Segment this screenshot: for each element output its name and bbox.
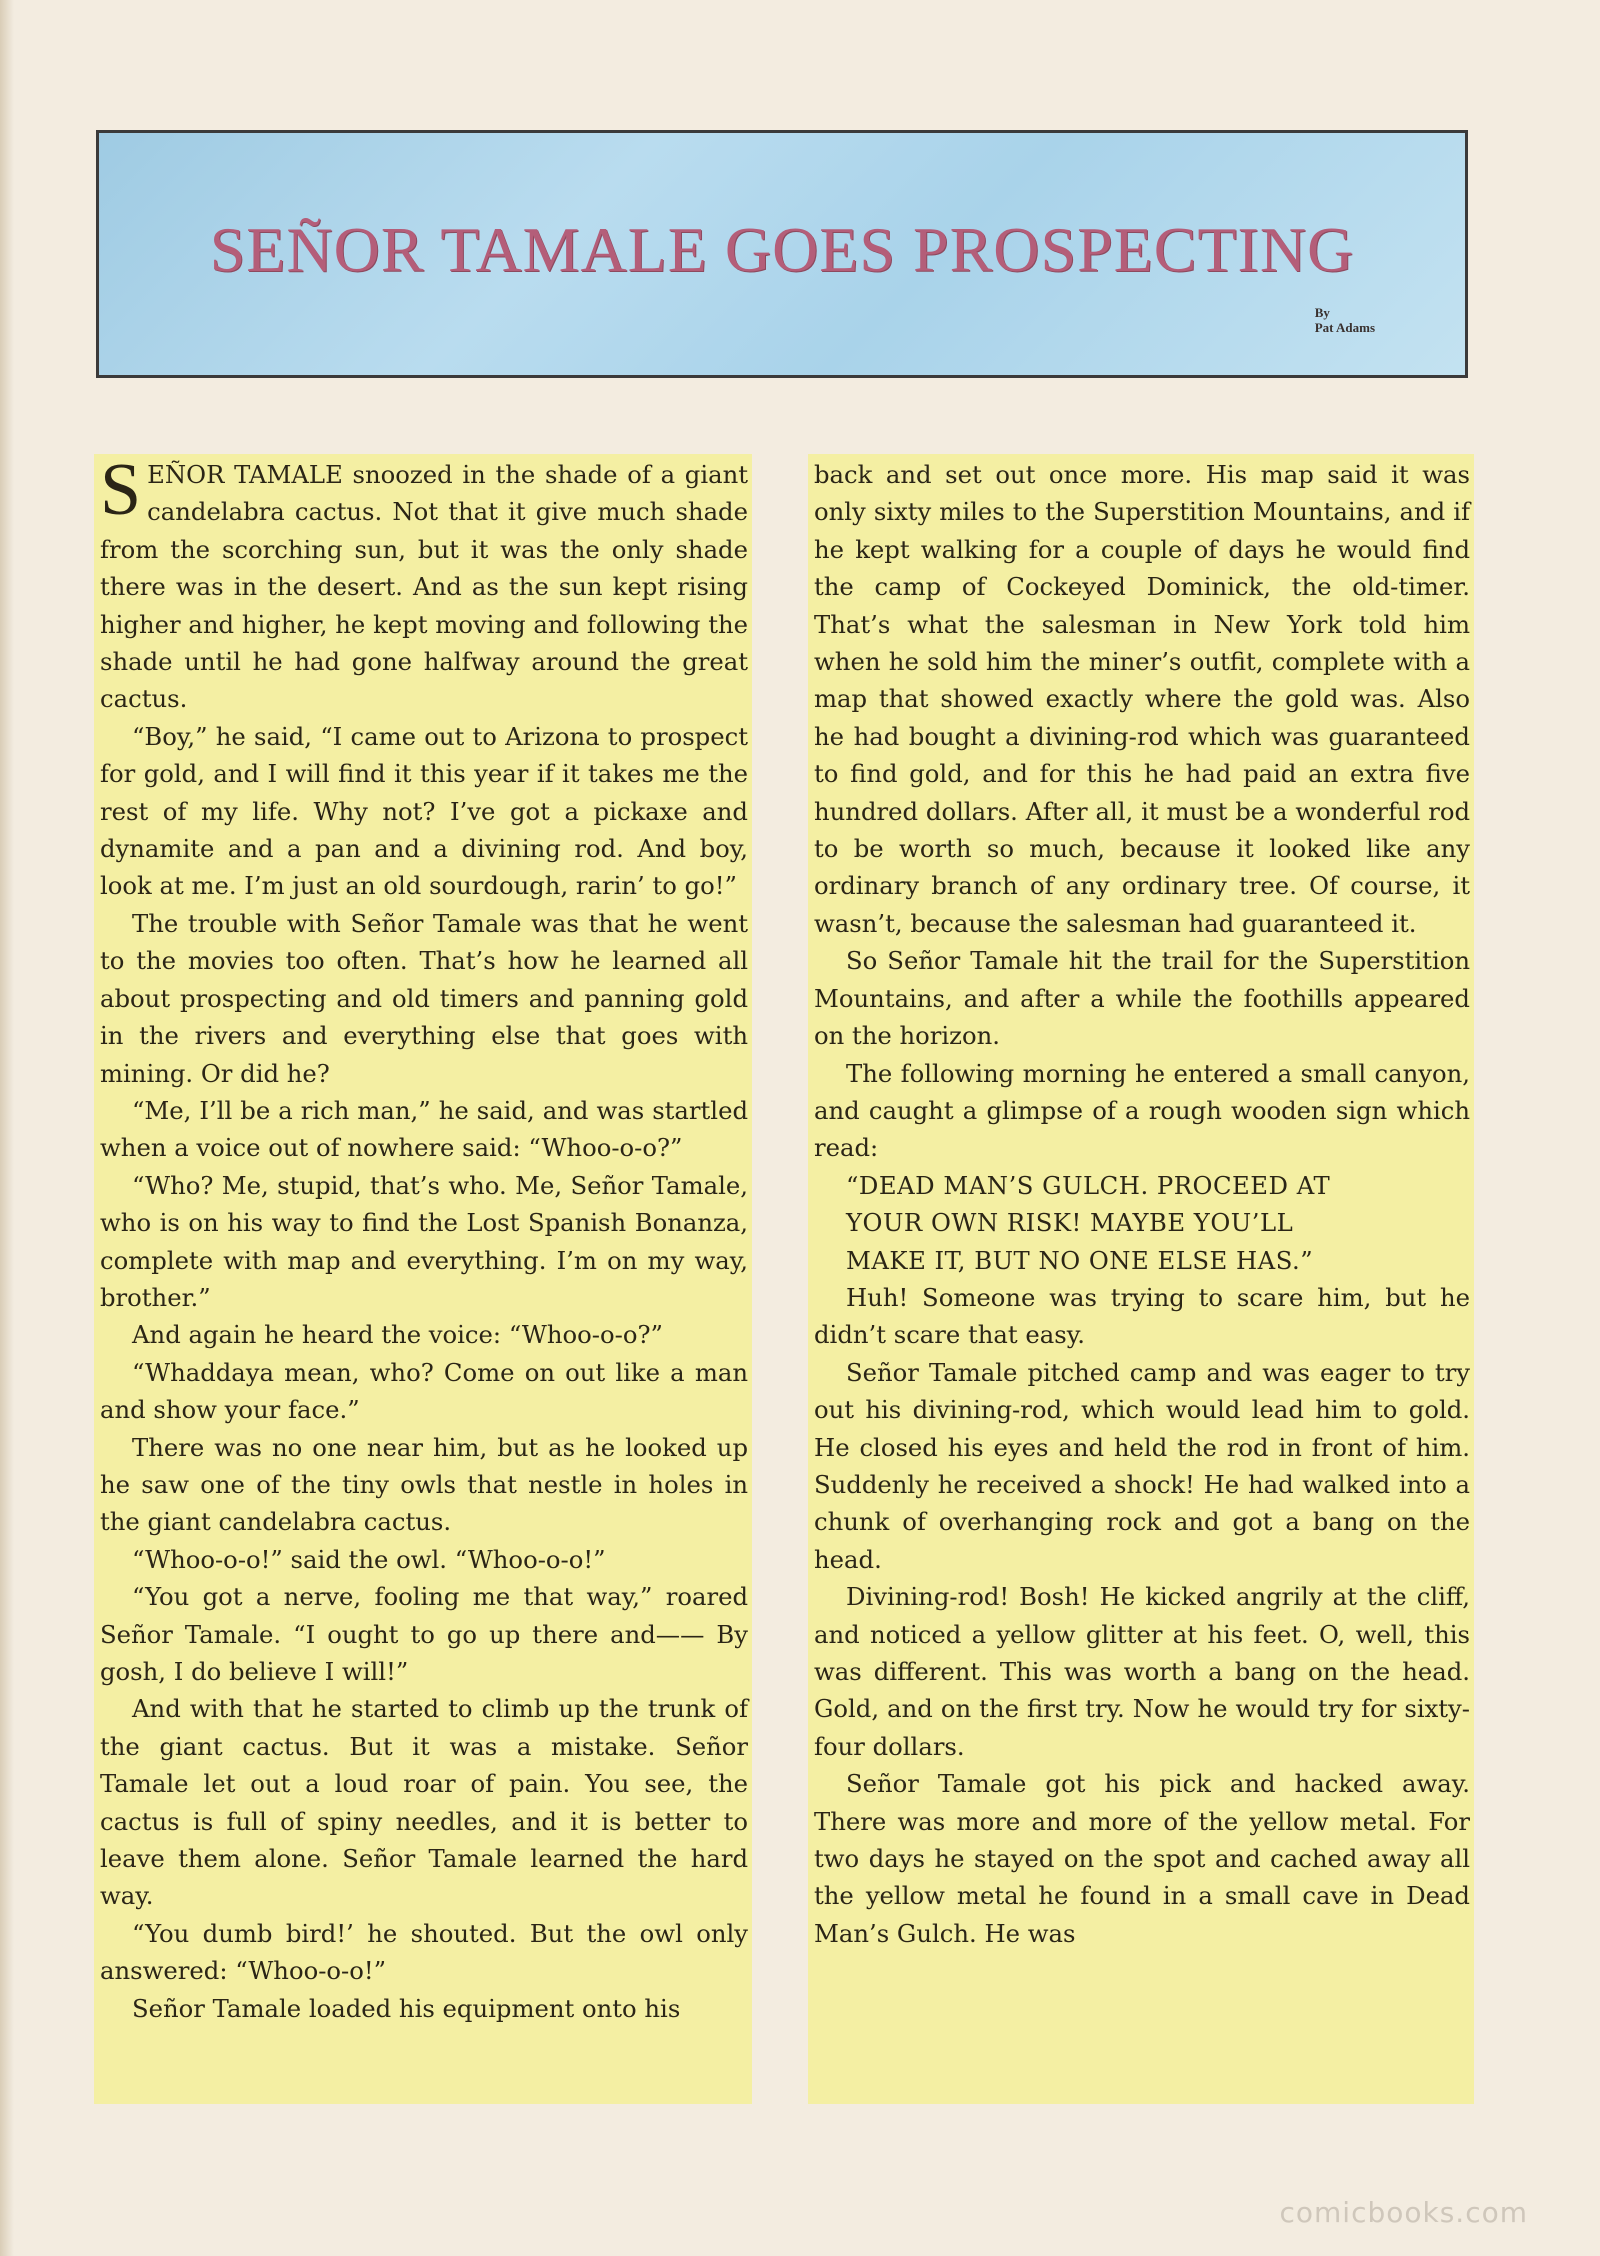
paragraph: “You got a nerve, fooling me that way,” roared Señor Tamale. “I ought to go up there and—— By gosh, I do believe I will!” <box>100 1582 748 1686</box>
title-panel <box>96 130 1468 378</box>
paragraph: “You dumb bird!’ he shouted. But the owl only answered: “Whoo-o-o!” <box>100 1918 748 1986</box>
paragraph: Señor Tamale got his pick and hacked away. There was more and more of the yellow metal. For two days he stayed on the spot and cached away all the yellow metal he found in a small cave in Dead Man’s Gulch. He was <box>814 1769 1470 1948</box>
paragraph: And again he heard the voice: “Whoo-o-o?” <box>132 1320 663 1350</box>
page-edge <box>0 0 14 2256</box>
watermark: comicbooks.com <box>1279 2196 1528 2229</box>
byline-by: By <box>1314 305 1330 320</box>
story-title: SEÑOR TAMALE GOES PROSPECTING <box>209 214 1355 285</box>
paragraph: The trouble with Señor Tamale was that he went to the movies too often. That’s how he learned all about prospecting and old timers and panning gold in the rivers and everything else that goes with mining. Or did he? <box>100 908 748 1088</box>
paragraph: “Who? Me, stupid, that’s who. Me, Señor Tamale, who is on his way to find the Lost Spanish Bonanza, complete with map and everything. I’m on my way, brother.” <box>100 1170 748 1312</box>
story-column-right <box>808 454 1474 2104</box>
byline <box>1315 305 1375 335</box>
paragraph: There was no one near him, but as he looked up he saw one of the tiny owls that nestle in holes in the giant candelabra cactus. <box>100 1432 748 1537</box>
sign-text-line: YOUR OWN RISK! MAYBE YOU’LL <box>846 1208 1294 1238</box>
sign-text-line: MAKE IT, BUT NO ONE ELSE HAS.” <box>846 1245 1314 1275</box>
sign-text-line: “DEAD MAN’S GULCH. PROCEED AT <box>846 1170 1331 1200</box>
paragraph: “Whoo-o-o!” said the owl. “Whoo-o-o!” <box>132 1544 606 1574</box>
paragraph-text: EÑOR TAMALE snoozed in the shade of a giant candelabra cactus. Not that it give much shade from the scorching sun, but it was the only shade there was in the desert. And as the sun kept rising higher and higher, he kept moving and following the shade until he had gone halfway around the great cactus. <box>100 460 748 714</box>
paragraph: The following morning he entered a small canyon, and caught a glimpse of a rough wooden sign which read: <box>814 1058 1470 1163</box>
paragraph <box>100 456 748 718</box>
paragraph: Divining-rod! Bosh! He kicked angrily at the cliff, and noticed a yellow glitter at his feet. O, well, this was different. This was worth a bang on the head. Gold, and on the first try. Now he would try for sixty-four dollars. <box>814 1582 1470 1761</box>
paragraph: And with that he started to climb up the trunk of the giant cactus. But it was a mistake. Señor Tamale let out a loud roar of pain. You see, the cactus is full of spiny needles, and it is better to leave them alone. Señor Tamale learned the hard way. <box>100 1694 748 1911</box>
paragraph: “Whaddaya mean, who? Come on out like a man and show your face.” <box>100 1357 748 1425</box>
story-column-left <box>94 454 752 2104</box>
paragraph: “Boy,” he said, “I came out to Arizona to prospect for gold, and I will find it this year if it takes me the rest of my life. Why not? I’ve got a pickaxe and dynamite and a pan and a divining rod. And boy, look at me. I’m just an old sourdough, rarin’ to go!” <box>100 721 748 901</box>
drop-cap: S <box>100 454 142 531</box>
paragraph: Señor Tamale pitched camp and was eager to try out his divining-rod, which would lead him to gold. He closed his eyes and held the rod in front of him. Suddenly he received a shock! He had walked into a chunk of overhanging rock and got a bang on the head. <box>814 1357 1470 1574</box>
byline-author: Pat Adams <box>1314 320 1375 335</box>
paragraph: Señor Tamale loaded his equipment onto his <box>132 1993 681 2023</box>
paragraph: “Me, I’ll be a rich man,” he said, and was startled when a voice out of nowhere said: “Whoo-o-o?” <box>100 1095 748 1163</box>
paragraph: Huh! Someone was trying to scare him, but he didn’t scare that easy. <box>814 1282 1470 1350</box>
paragraph: back and set out once more. His map said it was only sixty miles to the Superstition Mountains, and if he kept walking for a couple of days he would find the camp of Cockeyed Dominick, the old-timer. That’s what the salesman in New York told him when he sold him the miner’s outfit, complete with a map that showed exactly where the gold was. Also he had bought a divining-rod which was guaranteed to find gold, and for this he had paid an extra five hundred dollars. After all, it must be a wonderful rod to be worth so much, because it looked like any ordinary branch of any ordinary tree. Of course, it wasn’t, because the salesman had guaranteed it. <box>814 460 1470 938</box>
paragraph: So Señor Tamale hit the trail for the Superstition Mountains, and after a while the foothills appeared on the horizon. <box>814 946 1470 1051</box>
